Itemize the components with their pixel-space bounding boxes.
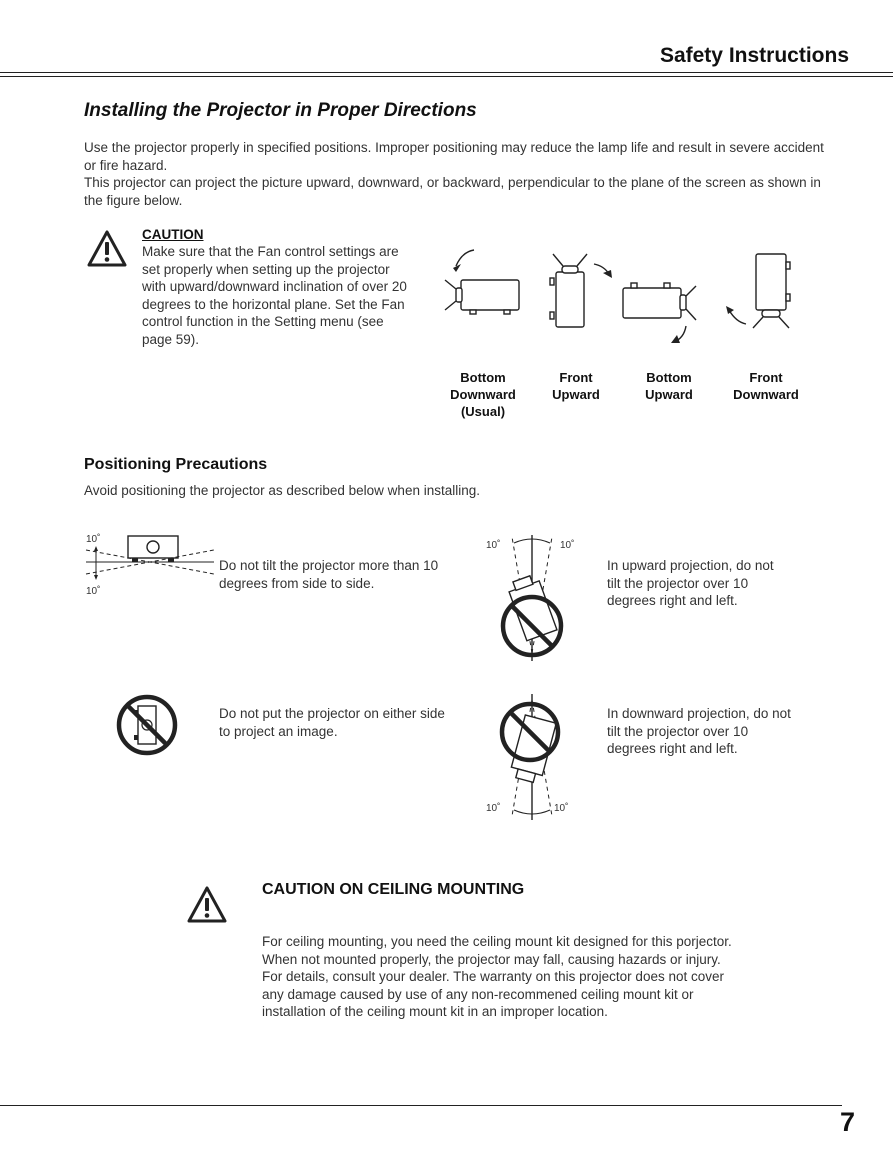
side-tilt-figure	[84, 528, 216, 600]
precaution-upward-tilt: In upward projection, do not tilt the projector over 10 degrees right and left.	[607, 558, 774, 608]
degree-label: 10˚	[486, 540, 501, 551]
degree-label: 10˚	[86, 586, 101, 597]
precaution-downward-tilt: In downward projection, do not tilt the projector over 10 degrees right and left.	[607, 706, 791, 756]
front-downward-projector-icon	[726, 254, 790, 328]
page-number: 7	[840, 1107, 856, 1137]
install-heading: Installing the Projector in Proper Directions	[84, 100, 477, 121]
direction-label-front-upward: Front Upward	[552, 370, 600, 402]
caution-note	[142, 226, 412, 348]
positioning-heading: Positioning Precautions	[84, 456, 268, 473]
degree-label: 10˚	[554, 803, 569, 814]
install-intro-2: This projector can project the picture upward, downward, or backward, perpendicular to the plane of the screen as shown in the figure below.	[84, 175, 821, 208]
header-rule-thin	[0, 76, 893, 77]
bottom-upward-projector-icon	[623, 283, 696, 343]
positioning-intro: Avoid positioning the projector as described below when installing.	[84, 483, 480, 498]
header-rule	[0, 72, 893, 73]
caution-title: CAUTION	[142, 227, 204, 242]
footer-rule	[0, 1105, 842, 1106]
bottom-downward-projector-icon	[445, 250, 519, 314]
projector-directions-figure	[436, 244, 806, 344]
ceiling-caution-title: CAUTION ON CEILING MOUNTING	[262, 881, 525, 898]
warning-triangle-icon	[186, 885, 228, 925]
direction-label-bottom-downward: Bottom Downward (Usual)	[450, 370, 516, 419]
warning-triangle-icon	[86, 229, 128, 269]
section-title: Safety Instructions	[659, 44, 849, 67]
precaution-side-tilt: Do not tilt the projector more than 10 degrees from side to side.	[219, 558, 439, 591]
install-intro-1: Use the projector properly in specified positions. Improper positioning may reduce the lamp life and result in severe accident or fire hazard.	[84, 140, 824, 173]
ceiling-caution-body: For ceiling mounting, you need the ceiling mount kit designed for this porjector. When not mounted properly, the projector may fall, causing hazards or injury. For details, consult your dealer. The warranty on this projector does not cover any damage caused by use of any non-recommened ceiling mount kit or installation of the ceiling mount kit in an improper location.	[262, 934, 732, 1019]
side-placement-prohibited-figure	[114, 692, 180, 758]
degree-label: 10˚	[486, 803, 501, 814]
direction-label-front-downward: Front Downward	[733, 370, 799, 402]
caution-text: Make sure that the Fan control settings are set properly when setting up the projector with upward/downward inclination of over 20 degrees to the horizontal plane. Set the Fan control function in the Setting menu (see page 59).	[142, 244, 407, 347]
downward-tilt-figure	[482, 692, 582, 822]
direction-label-bottom-upward: Bottom Upward	[645, 370, 693, 402]
degree-label: 10˚	[560, 540, 575, 551]
install-intro	[84, 139, 824, 209]
upward-tilt-figure	[482, 533, 582, 663]
precaution-on-side: Do not put the projector on either side to project an image.	[219, 706, 445, 739]
degree-label: 10˚	[86, 534, 101, 545]
front-upward-projector-icon	[550, 254, 612, 327]
